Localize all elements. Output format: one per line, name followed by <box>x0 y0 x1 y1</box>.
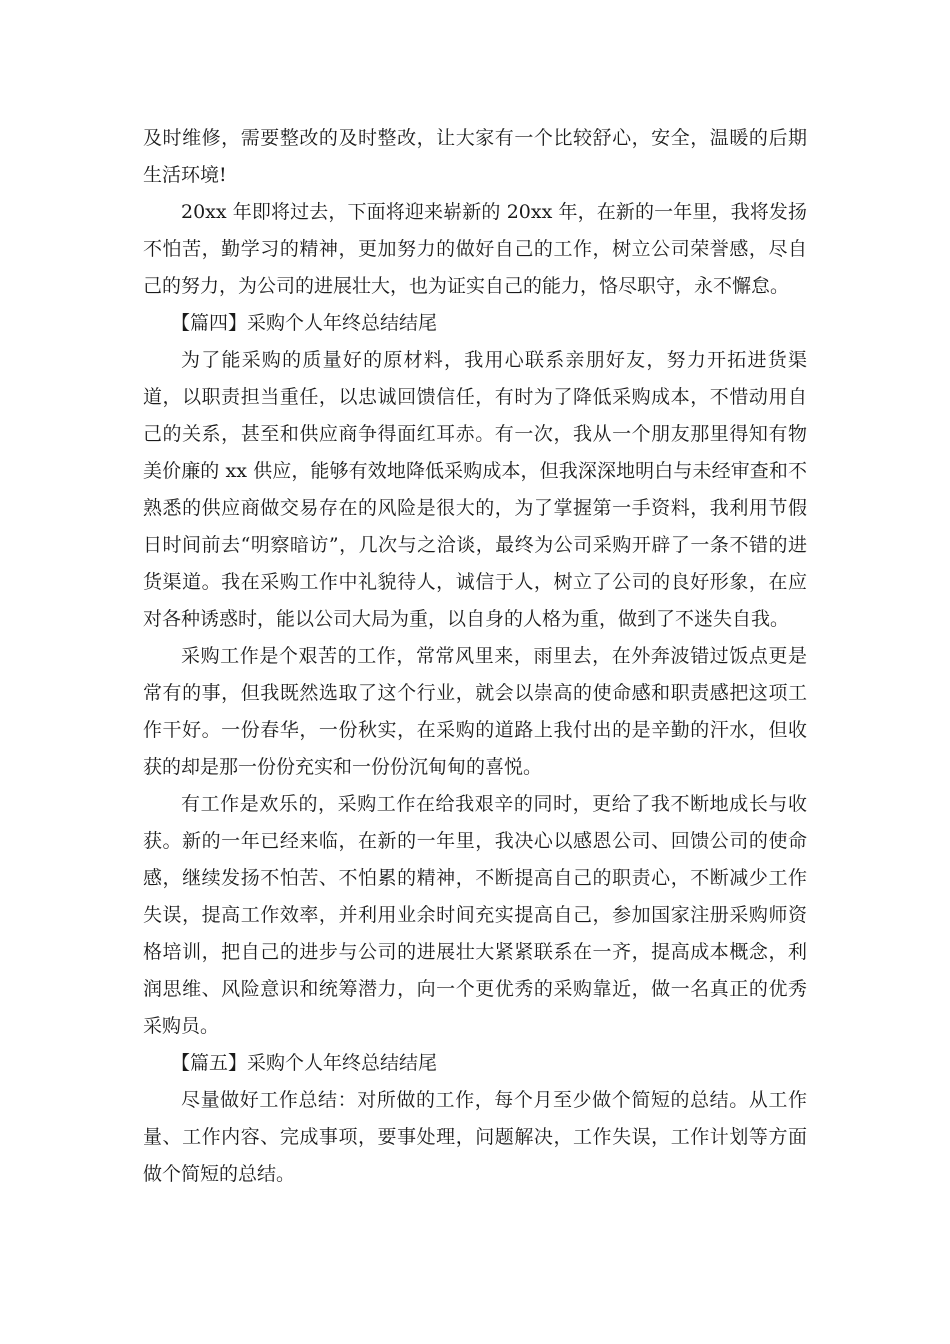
paragraph-continued: 及时维修，需要整改的及时整改，让大家有一个比较舒心，安全，温暖的后期生活环境! <box>143 127 807 186</box>
paragraph: 为了能采购的质量好的原材料，我用心联系亲朋好友，努力开拓进货渠道，以职责担当重任，以忠诚回馈信任，有时为了降低采购成本，不惜动用自己的关系，甚至和供应商争得面红耳赤。有一次，我从一个朋友那里得知有物美价廉的 xx 供应，能够有效地降低采购成本，但我深深地明白与未经审查和不熟悉的供应商做交易存在的风险是很大的，为了掌握第一手资料，我利用节假日时间前去“明察暗访”，几次与之洽谈，最终为公司采购开辟了一条不错的进货渠道。我在采购工作中礼貌待人，诚信于人，树立了公司的良好形象，在应对各种诱惑时，能以公司大局为重，以自身的人格为重，做到了不迷失自我。 <box>143 349 807 630</box>
section-heading-4: 【篇四】采购个人年终总结结尾 <box>171 312 438 334</box>
document-body <box>143 120 807 1193</box>
section-heading-5: 【篇五】采购个人年终总结结尾 <box>171 1052 438 1074</box>
paragraph: 尽量做好工作总结：对所做的工作，每个月至少做个简短的总结。从工作量、工作内容、完成事项，要事处理，问题解决，工作失误，工作计划等方面做个简短的总结。 <box>143 1089 807 1185</box>
paragraph: 采购工作是个艰苦的工作，常常风里来，雨里去，在外奔波错过饭点更是常有的事，但我既然选取了这个行业，就会以崇高的使命感和职责感把这项工作干好。一份春华，一份秋实，在采购的道路上我付出的是辛勤的汗水，但收获的却是那一份份充实和一份份沉甸甸的喜悦。 <box>143 645 807 778</box>
paragraph: 有工作是欢乐的，采购工作在给我艰辛的同时，更给了我不断地成长与收获。新的一年已经来临，在新的一年里，我决心以感恩公司、回馈公司的使命感，继续发扬不怕苦、不怕累的精神，不断提高自己的职责心，不断减少工作失误，提高工作效率，并利用业余时间充实提高自己，参加国家注册采购师资格培训，把自己的进步与公司的进展壮大紧紧联系在一齐，提高成本概念，利润思维、风险意识和统筹潜力，向一个更优秀的采购靠近，做一名真正的优秀采购员。 <box>143 793 807 1037</box>
paragraph: 20xx 年即将过去，下面将迎来崭新的 20xx 年，在新的一年里，我将发扬不怕苦，勤学习的精神，更加努力的做好自己的工作，树立公司荣誉感，尽自己的努力，为公司的进展壮大，也为证实自己的能力，恪尽职守，永不懈怠。 <box>143 201 807 297</box>
